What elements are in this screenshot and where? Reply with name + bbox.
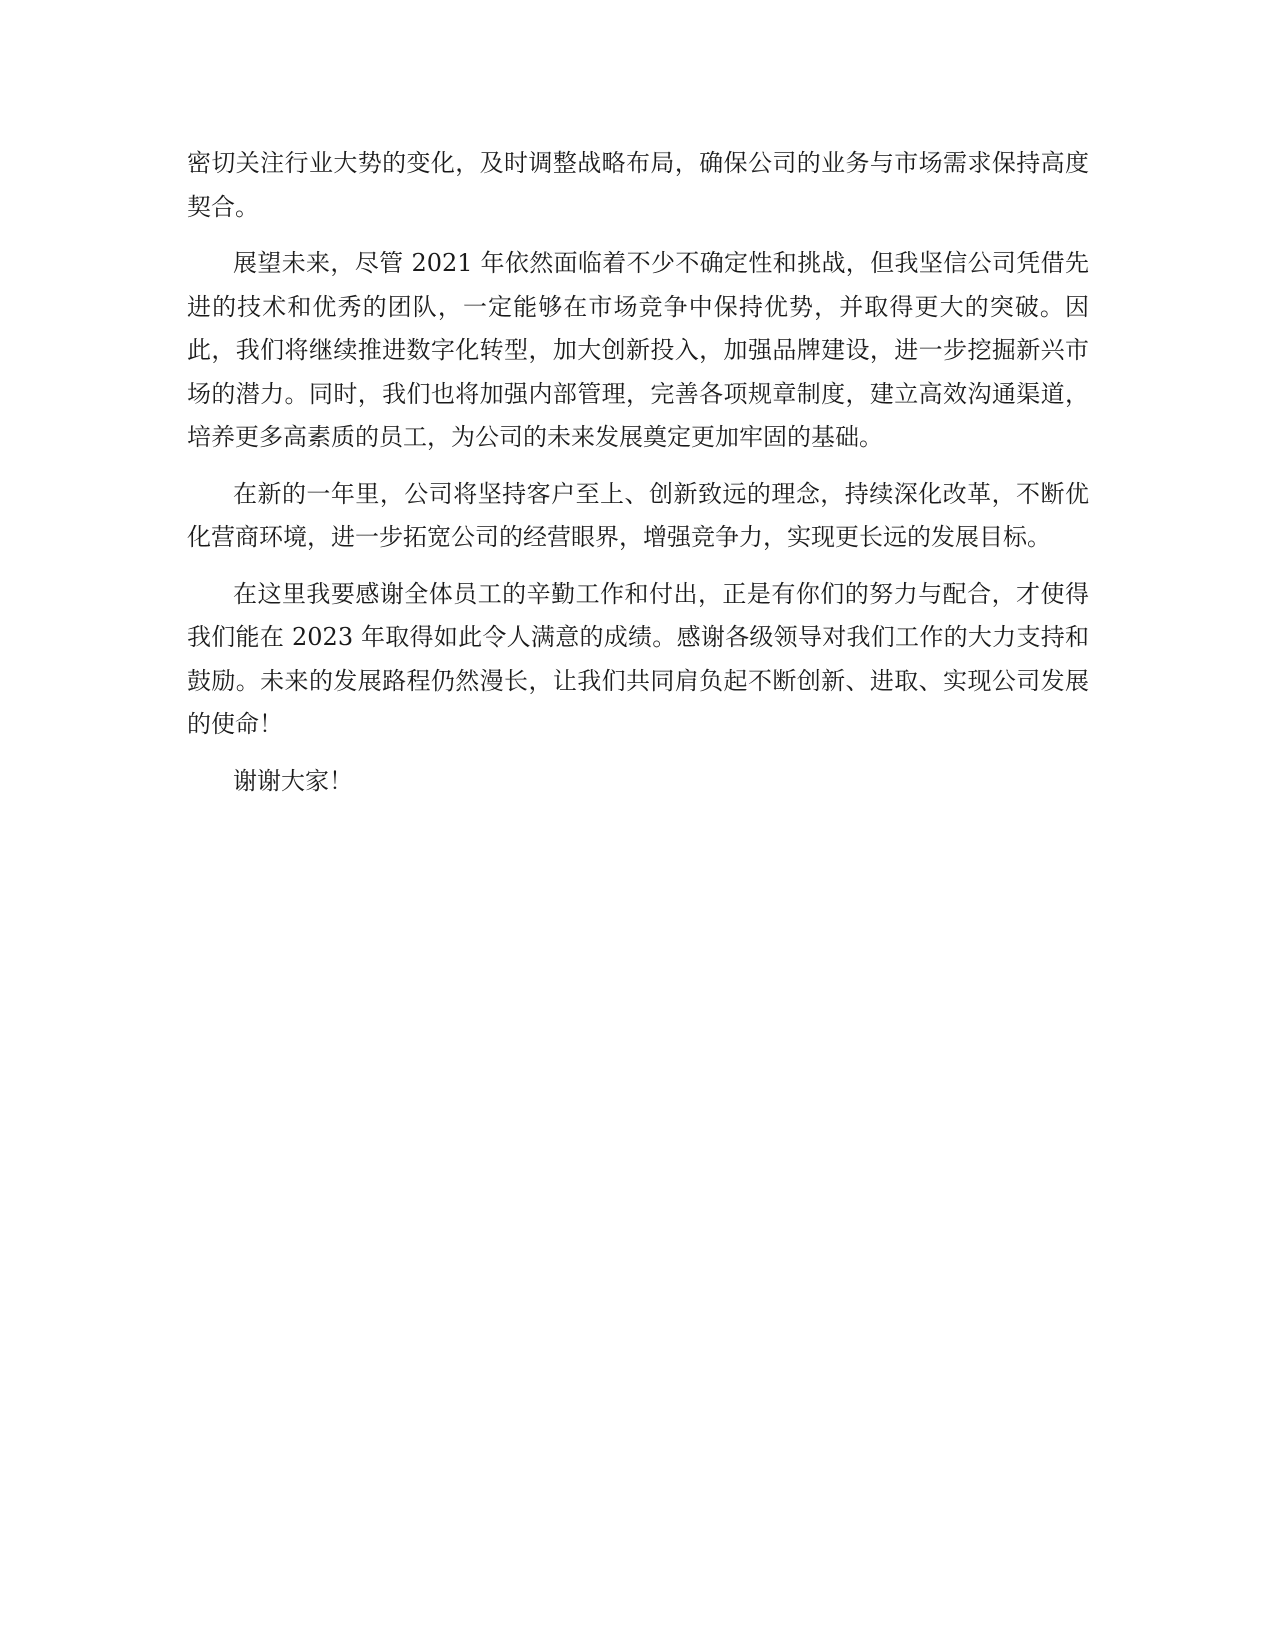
paragraph-continuation: 密切关注行业大势的变化，及时调整战略布局，确保公司的业务与市场需求保持高度契合。 <box>187 149 1089 221</box>
document-body <box>187 142 1089 816</box>
paragraph-outlook: 展望未来，尽管 2021 年依然面临着不少不确定性和挑战，但我坚信公司凭借先进的技术和优秀的团队，一定能够在市场竞争中保持优势，并取得更大的突破。因此，我们将继续推进数字化转型，加大创新投入，加强品牌建设，进一步挖掘新兴市场的潜力。同时，我们也将加强内部管理，完善各项规章制度，建立高效沟通渠道，培养更多高素质的员工，为公司的未来发展奠定更加牢固的基础。 <box>187 249 1089 451</box>
paragraph-thanks: 在这里我要感谢全体员工的辛勤工作和付出，正是有你们的努力与配合，才使得我们能在 2023 年取得如此令人满意的成绩。感谢各级领导对我们工作的大力支持和鼓励。未来的发展路程仍然漫长，让我们共同肩负起不断创新、进取、实现公司发展的使命！ <box>187 579 1089 738</box>
paragraph-new-year: 在新的一年里，公司将坚持客户至上、创新致远的理念，持续深化改革，不断优化营商环境，进一步拓宽公司的经营眼界，增强竞争力，实现更长远的发展目标。 <box>187 479 1089 551</box>
paragraph-closing: 谢谢大家！ <box>233 766 353 795</box>
